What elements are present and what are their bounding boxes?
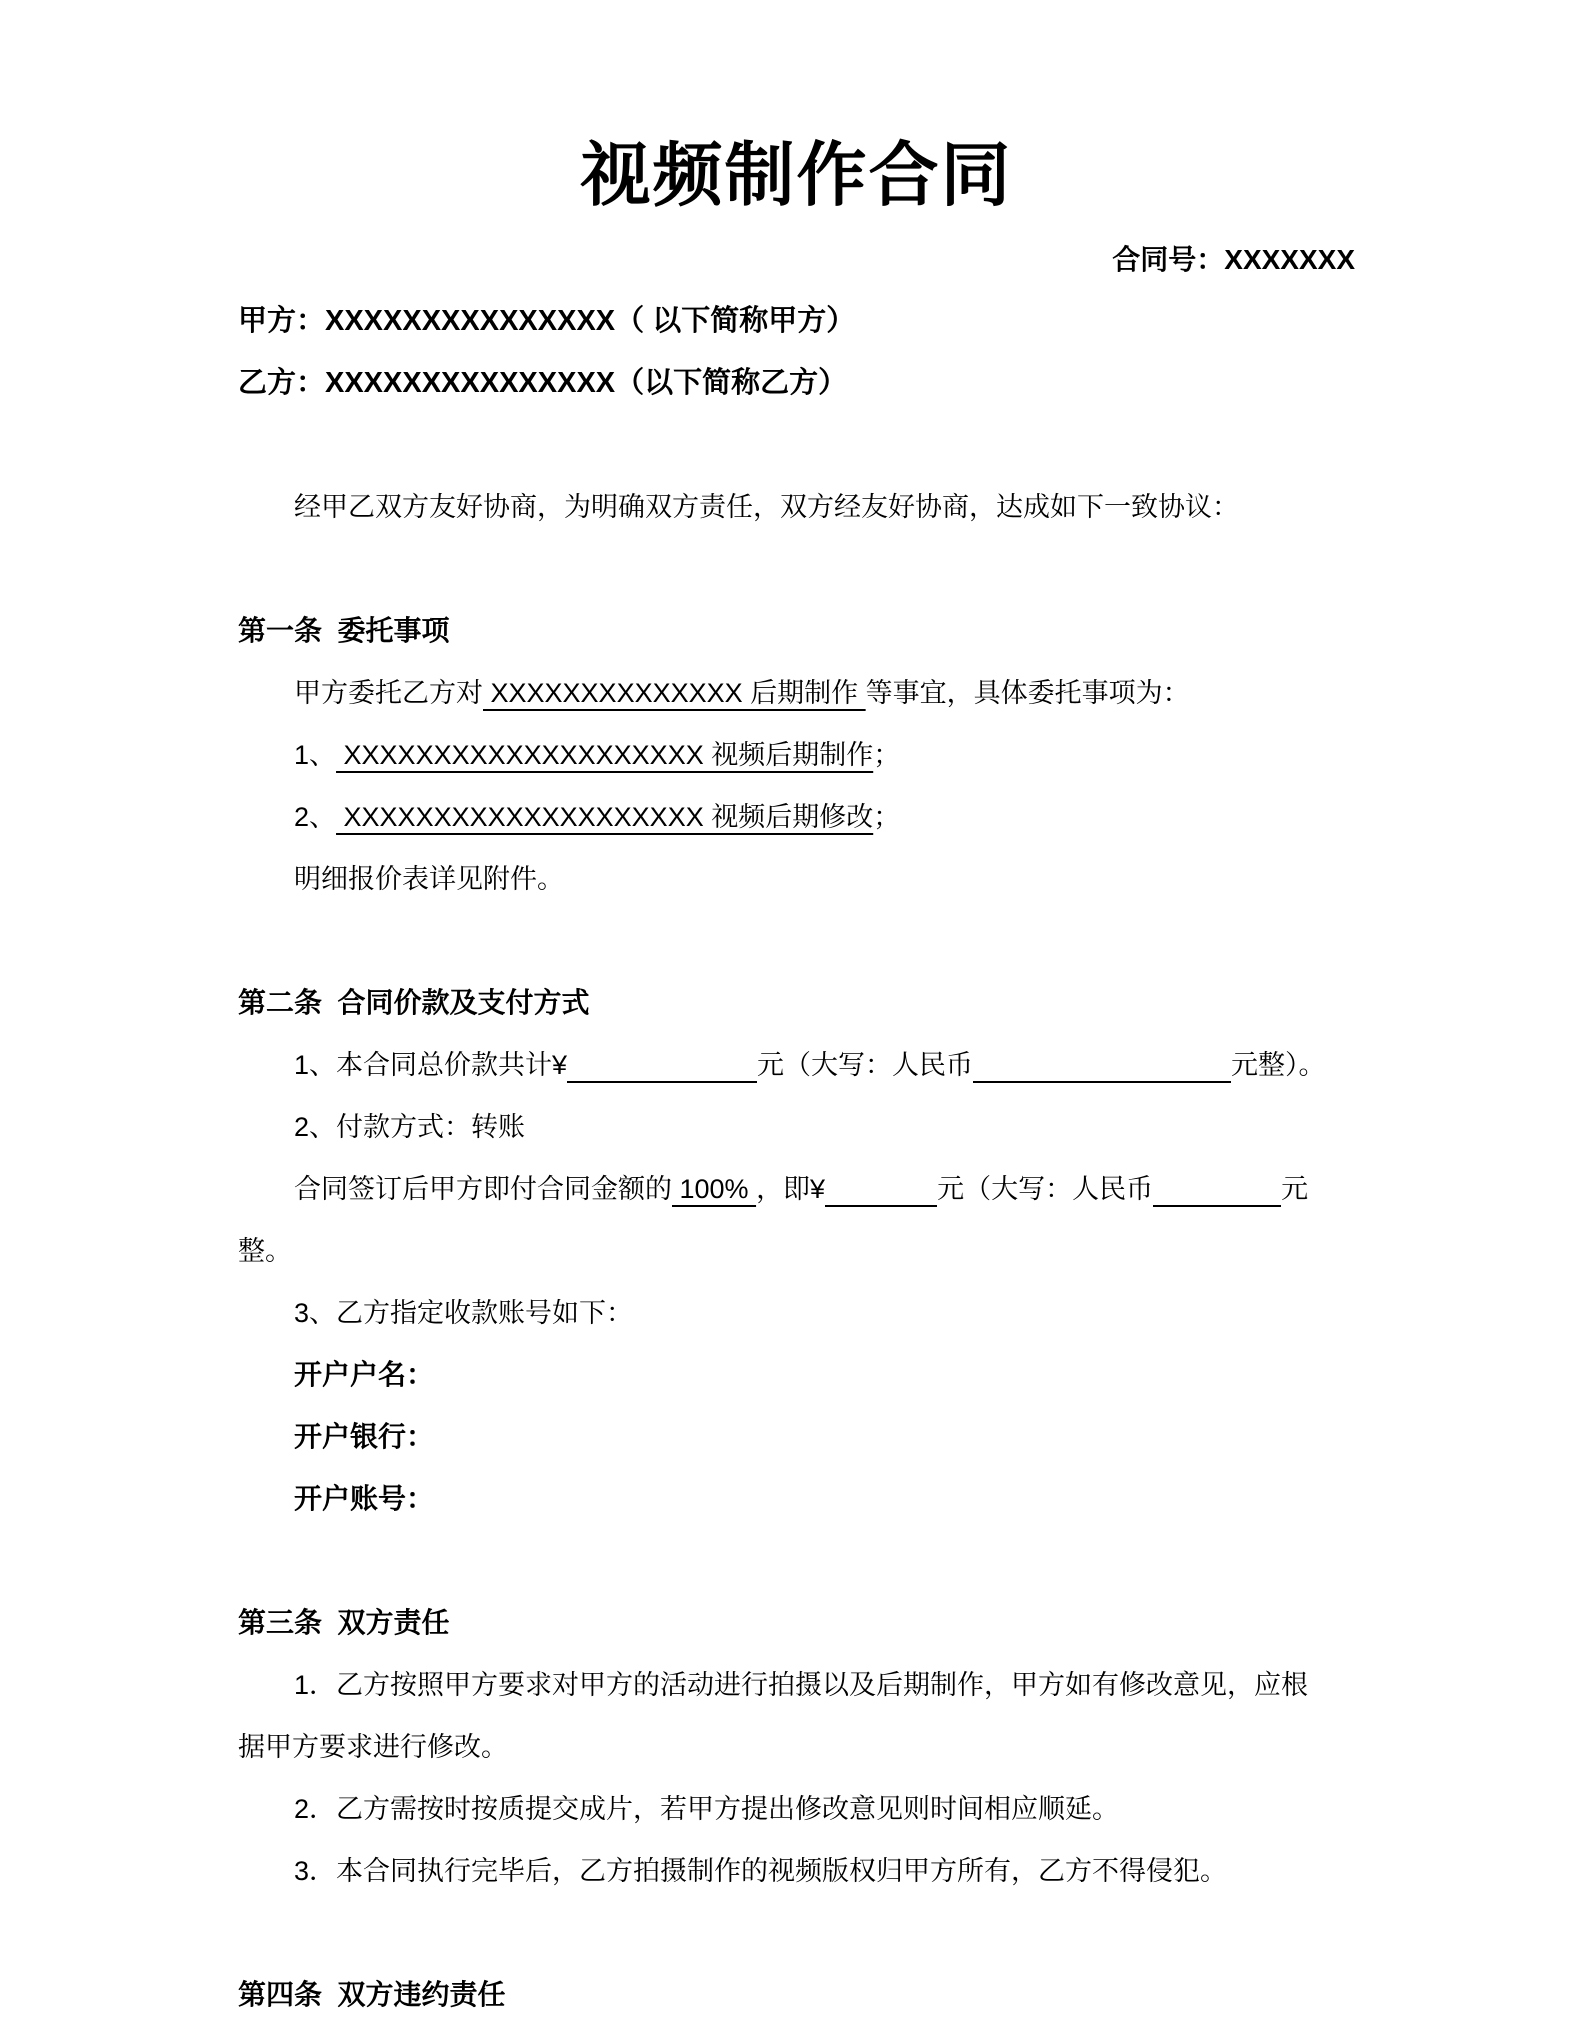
doc-line: [238, 1220, 1355, 1282]
doc-line: [238, 1778, 1355, 1840]
text-segment: 3．本合同执行完毕后，乙方拍摄制作的视频版权归甲方所有，乙方不得侵犯。: [294, 1856, 1228, 1886]
underlined-text: XXXXXXXXXXXXXXXXXXXX 视频后期修改: [336, 802, 874, 832]
section-heading: [238, 1592, 1355, 1654]
bank-field-label: [238, 1406, 1355, 1468]
party-line: [238, 352, 1355, 414]
text-segment: 1、本合同总价款共计¥: [294, 1050, 568, 1080]
text-segment: 3、乙方指定收款账号如下：: [294, 1298, 634, 1328]
text-segment: 1．乙方按照甲方要求对甲方的活动进行拍摄以及后期制作，甲方如有修改意见，应根: [294, 1670, 1309, 1700]
text-segment: 开户账号：: [294, 1483, 435, 1514]
text-segment: 2．乙方需按时按质提交成片，若甲方提出修改意见则时间相应顺延。: [294, 1794, 1120, 1824]
contract-number: 合同号：XXXXXXX: [1112, 244, 1355, 275]
doc-line: [238, 1034, 1355, 1096]
doc-line: [238, 848, 1355, 910]
blank-line: [238, 414, 1355, 476]
doc-line: [238, 724, 1355, 786]
text-segment: 经甲乙双方友好协商，为明确双方责任，双方经友好协商，达成如下一致协议：: [294, 492, 1239, 522]
blank-line: [238, 1902, 1355, 1964]
text-segment: 2、: [294, 802, 337, 832]
doc-line: [238, 476, 1355, 538]
text-segment: 1、: [294, 740, 337, 770]
page-title: 视频制作合同: [580, 136, 1013, 214]
blank-line: [238, 538, 1355, 600]
text-segment: 第四条 双方违约责任: [238, 1979, 506, 2010]
underlined-text: XXXXXXXXXXXXXX 后期制作: [483, 678, 866, 708]
doc-line: [238, 1654, 1355, 1716]
bank-field-label: [238, 1468, 1355, 1530]
text-segment: 第二条 合同价款及支付方式: [238, 987, 590, 1018]
doc-line: [238, 1282, 1355, 1344]
blank-line: [238, 910, 1355, 972]
section-heading: [238, 600, 1355, 662]
doc-line: [238, 786, 1355, 848]
party-line: [238, 290, 1355, 352]
fill-in-blank: [825, 1203, 937, 1207]
doc-line: [238, 662, 1355, 724]
text-segment: ；: [873, 802, 901, 832]
text-segment: 第三条 双方责任: [238, 1607, 450, 1638]
text-segment: 明细报价表详见附件。: [294, 864, 564, 894]
section-heading: [238, 972, 1355, 1034]
text-segment: 合同签订后甲方即付合同金额的: [294, 1174, 672, 1204]
doc-line: [238, 1716, 1355, 1778]
doc-line: [238, 1158, 1355, 1220]
text-segment: 开户户名：: [294, 1359, 435, 1390]
text-segment: ；: [873, 740, 901, 770]
text-segment: 元（大写：人民币: [937, 1174, 1154, 1204]
blank-line: [238, 1530, 1355, 1592]
text-segment: 元整）。: [1231, 1050, 1326, 1080]
text-segment: 甲方委托乙方对: [294, 678, 483, 708]
text-segment: 据甲方要求进行修改。: [238, 1732, 508, 1762]
bank-field-label: [238, 1344, 1355, 1406]
doc-line: [238, 1096, 1355, 1158]
text-segment: 元（大写：人民币: [757, 1050, 974, 1080]
text-segment: 元: [1281, 1174, 1309, 1204]
text-segment: 开户银行：: [294, 1421, 435, 1452]
text-segment: 甲方：XXXXXXXXXXXXXXX（ 以下简称甲方）: [238, 305, 856, 337]
text-segment: 第一条 委托事项: [238, 615, 450, 646]
text-segment: 乙方：XXXXXXXXXXXXXXX（以下简称乙方）: [238, 367, 848, 399]
fill-in-blank: [973, 1079, 1231, 1083]
underlined-text: 100%: [672, 1174, 757, 1204]
text-segment: ，即¥: [756, 1174, 826, 1204]
text-segment: 2、付款方式：转账: [294, 1112, 526, 1142]
fill-in-blank: [1153, 1203, 1281, 1207]
text-segment: 等事宜，具体委托事项为：: [865, 678, 1190, 708]
fill-in-blank: [567, 1079, 757, 1083]
section-heading: [238, 1964, 1355, 2019]
underlined-text: XXXXXXXXXXXXXXXXXXXX 视频后期制作: [336, 740, 874, 770]
document-lines: [238, 290, 1355, 2019]
text-segment: 整。: [238, 1236, 292, 1266]
document-content: [238, 132, 1355, 2019]
doc-line: [238, 1840, 1355, 1902]
